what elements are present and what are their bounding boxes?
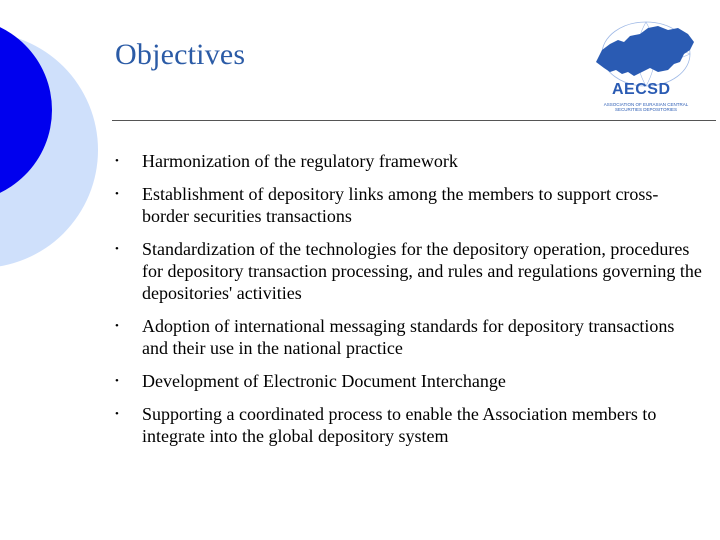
bullet-icon: • xyxy=(115,320,119,332)
bullet-icon: • xyxy=(115,375,119,387)
objectives-list xyxy=(113,150,703,447)
bullet-icon: • xyxy=(115,243,119,255)
slide-title: Objectives xyxy=(115,38,246,71)
list-item xyxy=(113,370,703,392)
list-item xyxy=(113,150,703,172)
title-divider xyxy=(112,120,716,121)
list-item xyxy=(113,315,703,359)
bullet-icon: • xyxy=(115,155,119,167)
bullet-icon: • xyxy=(115,188,119,200)
list-item xyxy=(113,238,703,304)
logo-subtitle: ASSOCIATION OF EURASIAN CENTRAL SECURITIES DEPOSITORIES xyxy=(603,102,689,112)
aecsd-logo xyxy=(588,14,700,118)
decorative-circles xyxy=(0,0,120,300)
list-item-text: Supporting a coordinated process to enable the Association members to integrate into the global depository system xyxy=(142,404,657,446)
list-item-text: Standardization of the technologies for the depository operation, procedures for depository transaction processing, and rules and regulations governing the depositories' activities xyxy=(142,239,702,303)
list-item xyxy=(113,183,703,227)
list-item xyxy=(113,403,703,447)
logo-wordmark: AECSD xyxy=(612,81,671,98)
list-item-text: Development of Electronic Document Interchange xyxy=(142,371,506,391)
list-item-text: Harmonization of the regulatory framework xyxy=(142,151,458,171)
bullet-icon: • xyxy=(115,408,119,420)
list-item-text: Adoption of international messaging standards for depository transactions and their use in the national practice xyxy=(142,316,675,358)
list-item-text: Establishment of depository links among the members to support cross-border securities transactions xyxy=(142,184,659,226)
